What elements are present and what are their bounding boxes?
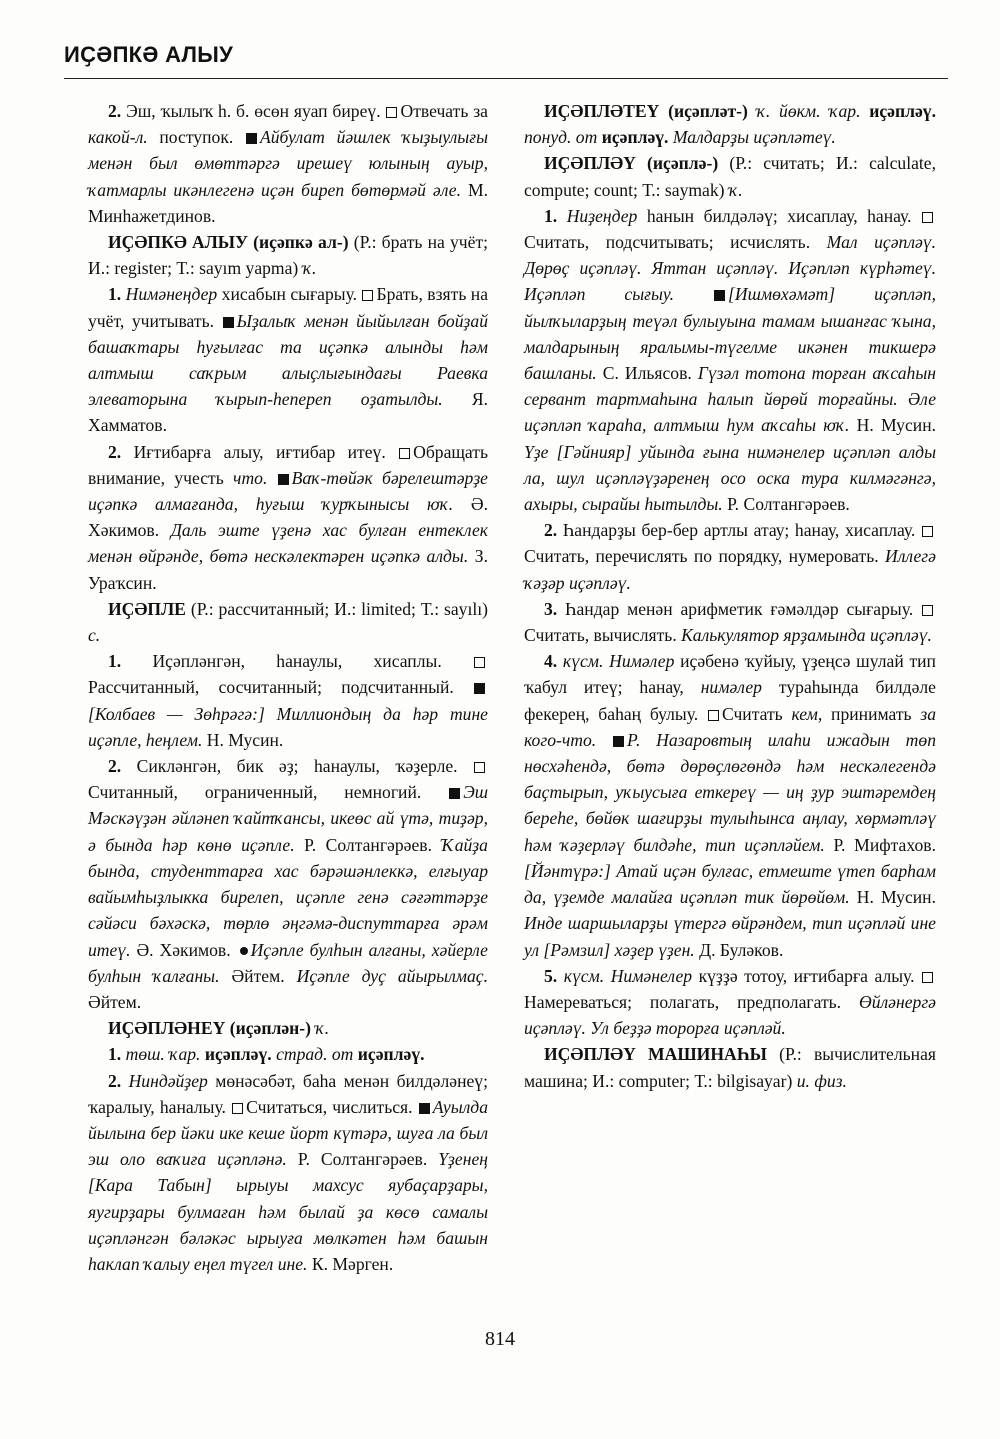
example-text: Р. Назаровтың илаһи ижадын төп нөсхәһендә, бөтә дөрөҫлөгөндә һәм нескәлегендә баҫтырып, уҡыусыға еткереү — иң ҙур эштәремдең береһе, бөйөк шағирҙы тулыһынса аңлау, хөрмәтләү һәм ҡәҙерләү билдәһе, тип иҫәпләйем. xyxy=(524,729,936,855)
sense-number: 1. xyxy=(108,651,122,672)
translations: (Р.: брать на учёт; И.: register; Т.: sayım yapma) xyxy=(88,232,489,279)
example-marker-icon xyxy=(246,133,257,144)
cross-reference: иҫәпләү. xyxy=(869,101,937,121)
example-text: Малдарҙы иҫәпләтеү. xyxy=(672,127,836,148)
example-text: [Ишмөхәмәт] иҫәпләп, йылҡыларҙың теүәл булыуына тамам ышанғас ҡына, малдарының яралымы-түгелме икәнен тикшерә башланы. xyxy=(524,284,936,384)
proverb-text: Иҫәпле дуҫ айырылмаҫ. xyxy=(296,965,488,986)
left-column xyxy=(88,98,488,1277)
object-word: Ниҙеңдер xyxy=(566,205,638,226)
russian-marker-icon xyxy=(386,107,397,118)
example-text: Ауылда йылына бер йәки ике кеше йорт күтәрә, шуға ла был эш оло ваҡиға иҫәпләнә. xyxy=(88,1096,488,1170)
russian-translation: поступок. xyxy=(159,127,234,148)
sense-paragraph xyxy=(88,1041,488,1067)
example-source: Ә. Хәкимов. xyxy=(136,939,231,960)
example-text: Даль эште үҙенә хас булған ентеклек менән өйрәнде, бөтә нескәлектәрен иҫәпкә алды. xyxy=(88,520,488,567)
headword-stem: (иҫәплә-) xyxy=(647,153,719,174)
russian-translation: Брать, взять на учёт, учитывать. xyxy=(88,284,489,331)
russian-translation: Намереваться; полагать, предполагать. xyxy=(524,991,842,1012)
grammar-label: страд. от xyxy=(276,1044,354,1065)
definition: һанын билдәләү; хисаплау, һанау. xyxy=(646,205,912,226)
cross-reference: иҫәпләү. xyxy=(601,127,669,148)
russian-translation: Считать, вычислять. xyxy=(524,625,677,646)
russian-marker-icon xyxy=(708,710,719,721)
cross-reference: иҫәпләү. xyxy=(357,1044,425,1065)
sense-paragraph xyxy=(88,753,488,1015)
grammar-label: күсм. xyxy=(563,965,605,986)
example-marker-icon xyxy=(223,317,234,328)
part-of-speech: ҡ. xyxy=(756,101,771,121)
object-word: Нимәнелер xyxy=(610,965,693,986)
example-text: Айбулат йәшлек ҡыҙыулығы менән был өмөттәргә ирешеү юлының ауыр, ҡатмарлы икәнлегенә иҫән биреп бөтөрмәй әле. xyxy=(88,127,488,200)
example-source: Ә. Хәкимов. xyxy=(88,494,488,541)
sense-paragraph xyxy=(88,1068,488,1278)
sense-paragraph xyxy=(524,648,936,962)
sense-number: 2. xyxy=(108,1070,122,1091)
sense-number: 5. xyxy=(544,965,558,986)
example-text: Ваҡ-төйәк бәрелештәрҙе иҫәпкә алмағанда, һуғыш ҡурҡынысы юҡ. xyxy=(88,467,488,515)
russian-translation: Считать, подсчитывать; исчислять. xyxy=(524,232,811,253)
example-text: Иллегә ҡәҙәр иҫәпләү. xyxy=(524,546,936,593)
definition: Һандарҙы бер-бер артлы атау; һанау, хисаплау. xyxy=(562,520,916,541)
proverb-text: Иҫәпле булһын алғаны, хәйерле булһын ҡалғаны. xyxy=(88,939,488,986)
example-text: Инде шаршыларҙы үтергә өйрәндем, тип иҫәпләй ине ул [Рәмзил] хәҙер үҙен. xyxy=(524,913,936,960)
grammar-label: физ. xyxy=(814,1070,847,1091)
headword: ИҪӘПЛӘТЕҮ xyxy=(544,101,660,121)
russian-marker-icon xyxy=(474,762,485,773)
grammar-label: төш. ҡар. xyxy=(125,1044,201,1065)
example-text: Калькулятор ярҙамында иҫәпләү. xyxy=(681,625,932,646)
sense-number: 2. xyxy=(108,101,122,121)
definition: Иҫәпләнгән, һанаулы, хисаплы. xyxy=(152,651,442,672)
definition: тураһында билдәле фекерең, баһаң булыу. xyxy=(524,677,936,724)
translations: (Р.: рассчитанный; И.: limited; Т.: sayılı) xyxy=(190,598,488,619)
sense-paragraph xyxy=(524,517,936,596)
russian-marker-icon xyxy=(474,657,485,668)
cross-reference: иҫәпләү. xyxy=(204,1044,272,1065)
russian-note: кем, xyxy=(791,703,823,724)
russian-marker-icon xyxy=(362,290,373,301)
russian-translation: Считать xyxy=(721,703,783,724)
example-source: С. Ильясов. xyxy=(602,363,692,384)
sense-number: 2. xyxy=(108,441,122,462)
sense-number: 1. xyxy=(544,205,558,226)
definition: күҙҙә тотоу, иғтибарға алыу. xyxy=(698,965,915,986)
example-source: Р. Солтангәрәев. xyxy=(727,494,850,515)
sense-paragraph xyxy=(88,281,488,438)
example-source: Н. Мусин. xyxy=(856,887,936,908)
example-source: З. Ураҡсин. xyxy=(88,546,488,593)
russian-note: что. xyxy=(233,467,268,488)
russian-note: какой-л. xyxy=(88,127,148,148)
proverb-marker-icon xyxy=(240,947,248,955)
grammar-label: йөкм. ҡар. xyxy=(779,101,861,121)
sense-paragraph xyxy=(88,98,488,229)
grammar-label: күсм. xyxy=(562,651,604,672)
headword: ИҪӘПЛӘҮ xyxy=(544,153,636,174)
example-source: Әйтем. xyxy=(231,965,285,986)
entry xyxy=(88,596,488,648)
example-source: Н. Мусин. xyxy=(856,415,937,436)
object-word: Нимәлер xyxy=(609,651,675,672)
object-word: Нимәнеңдер xyxy=(125,284,218,305)
russian-marker-icon xyxy=(922,972,933,983)
example-text: Үҙе [Гәйнияр] уйында ғына нимәнелер иҫәпләп алды ла, шул иҫәпләүҙәренең осо оска тура килмәгәнгә, ахыры, сырайы һытылды. xyxy=(524,441,936,515)
definition: Сикләнгән, бик әҙ; һанаулы, ҡәҙерле. xyxy=(136,756,458,777)
sense-number: 1. xyxy=(108,284,122,305)
part-of-speech: ҡ. xyxy=(315,1018,330,1039)
russian-translation: Обращать внимание, учесть xyxy=(88,441,489,488)
right-column xyxy=(524,98,936,1094)
russian-translation: принимать xyxy=(831,703,912,724)
example-marker-icon xyxy=(474,683,485,694)
headword-stem: (иҫәплән-) xyxy=(229,1018,312,1039)
headword-stem: (иҫәпкә ал-) xyxy=(253,232,349,253)
entry xyxy=(524,1041,936,1093)
sense-paragraph xyxy=(88,439,488,596)
russian-marker-icon xyxy=(922,605,933,616)
page-number: 814 xyxy=(485,1328,515,1350)
sense-number: 3. xyxy=(544,598,558,619)
definition: Эш, ҡылыҡ һ. б. өсөн яуап биреү. xyxy=(126,101,381,121)
example-source: Я. Хамматов. xyxy=(88,389,488,436)
russian-marker-icon xyxy=(232,1103,243,1114)
translations: (Р.: считать; И.: calculate, compute; count; Т.: saymak) xyxy=(524,153,936,200)
definition: иҫәбенә ҡуйыу, үҙеңсә шулай тип ҡабул итеү; һанау, xyxy=(524,651,936,698)
part-of-speech: ҡ. xyxy=(728,179,743,200)
sense-paragraph xyxy=(88,648,488,753)
grammar-label: понуд. от xyxy=(524,127,598,148)
translations: (Р.: вычислительная машина; И.: computer; Т.: bilgisayar) xyxy=(524,1044,936,1091)
russian-translation: Считать, перечислять по порядку, нумеровать. xyxy=(524,546,879,567)
definition: хисабын сығарыу. xyxy=(221,284,358,305)
entry xyxy=(524,150,936,202)
example-text: Мал иҫәпләү. Дөрөҫ иҫәпләү. Яттан иҫәпләү. Иҫәпләп күрһәтеү. Иҫәпләп сығыу. xyxy=(524,232,936,305)
example-source: Р. Солтангәрәев. xyxy=(297,1149,428,1170)
example-source: Р. Мифтахов. xyxy=(833,834,936,855)
example-source: Д. Буләков. xyxy=(699,939,784,960)
definition: Һандар менән арифметик ғәмәлдәр сығарыу. xyxy=(565,598,914,619)
russian-marker-icon xyxy=(399,448,410,459)
example-text: Өйләнергә иҫәпләү. Ул беҙҙә торорға иҫәпләй. xyxy=(524,991,936,1039)
example-text: Эш Мәскәүҙән әйләнеп ҡайтҡансы, икеөс ай үтә, тиҙәр, ә бында һәр көнө иҫәпле. xyxy=(88,782,488,855)
running-head: ИҪӘПКӘ АЛЫУ xyxy=(64,42,234,67)
example-text: Ыҙалыҡ менән йыйылған бойҙай башаҡтары һуғылғас та иҫәпкә алынды һәм алтмыш саҡрым алыҫлығындағы Раевка элеваторына ҡырып-һепереп оҙатылды. xyxy=(88,310,488,410)
sense-number: 4. xyxy=(544,651,558,672)
part-of-speech: ҡ. xyxy=(302,258,317,279)
example-marker-icon xyxy=(449,788,460,799)
object-word: нимәлер xyxy=(700,677,762,698)
entry xyxy=(524,98,936,150)
headword: ИҪӘПЛӘНЕҮ xyxy=(108,1018,226,1039)
sense-paragraph xyxy=(524,203,936,517)
example-text: Ҡайҙа бында, студенттарға хас бәрәшәнлеккә, елғыуар вайымһыҙлыкка бирелеп, иҫәпле генә сәғәттәрҙе сәйәси бәхәскә, төрлө әңгәмә-диспуттарға әрәм итеү. xyxy=(88,834,488,960)
entry xyxy=(88,229,488,281)
example-marker-icon xyxy=(278,474,289,485)
sense-number: 2. xyxy=(108,756,122,777)
russian-translation: Считаться, числиться. xyxy=(246,1096,413,1117)
example-marker-icon xyxy=(714,290,725,301)
example-text: Гүзәл тотона торған аҡсаһын сервант тартмаһына һалып йөрөй торғайны. Әле иҫәпләп ҡараһа, алтмыш һум аҡсаһы юҡ. xyxy=(524,363,936,436)
headword: ИҪӘПЛЕ xyxy=(108,598,186,619)
object-word: Ниндәйҙер xyxy=(128,1070,208,1091)
sense-paragraph xyxy=(524,596,936,648)
example-text: [Йәнтүрә:] Атай иҫән булғас, етмеште үтеп барһам да, үҙемде малайға иҫәпләп тик йөрөйөм. xyxy=(524,860,936,908)
example-marker-icon xyxy=(613,736,624,747)
example-source: К. Мәрген. xyxy=(311,1253,394,1274)
headword: ИҪӘПКӘ АЛЫУ xyxy=(108,232,248,253)
part-of-speech: с. xyxy=(88,625,101,646)
example-source: Әйтем. xyxy=(88,991,142,1012)
russian-translation: Отвечать за xyxy=(400,101,488,121)
russian-note: за кого-что. xyxy=(524,703,937,750)
entry xyxy=(88,1015,488,1041)
header-rule xyxy=(64,78,948,79)
headword-stem: (иҫәпләт-) xyxy=(668,101,748,121)
sense-paragraph xyxy=(524,963,936,1042)
headword: ИҪӘПЛӘҮ МАШИНАҺЫ xyxy=(544,1044,767,1065)
example-source: Н. Мусин. xyxy=(206,729,284,750)
definition: Иғтибарға алыу, иғтибар итеү. xyxy=(133,441,386,462)
definition: мөнәсәбәт, баһа менән билдәләнеү; ҡаралыу, һаналыу. xyxy=(88,1070,488,1117)
example-source: М. Минһажетдинов. xyxy=(88,179,488,226)
russian-translation: Рассчитанный, сосчитанный; подсчитанный. xyxy=(88,677,454,698)
russian-translation: Считанный, ограниченный, немногий. xyxy=(88,782,422,803)
russian-marker-icon xyxy=(922,212,933,223)
russian-marker-icon xyxy=(922,526,933,537)
part-of-speech: и. xyxy=(796,1070,810,1091)
example-text: [Колбаев — Зөһрәгә:] Миллиондың да һәр тине иҫәпле, һеңлем. xyxy=(88,703,488,750)
sense-number: 2. xyxy=(544,520,558,541)
example-source: Р. Солтангәрәев. xyxy=(304,834,432,855)
example-marker-icon xyxy=(419,1103,430,1114)
example-text: Үҙенең [Кара Табын] ырыуы махсус яубаҫарҙары, яугирҙары булмаған һәм былай ҙа көсө самалы иҫәпләнгән бәләкәс ырыуға мөлкәтен һәм башын һаклап ҡалыу еңел түгел ине. xyxy=(88,1149,488,1274)
sense-number: 1. xyxy=(108,1044,122,1065)
